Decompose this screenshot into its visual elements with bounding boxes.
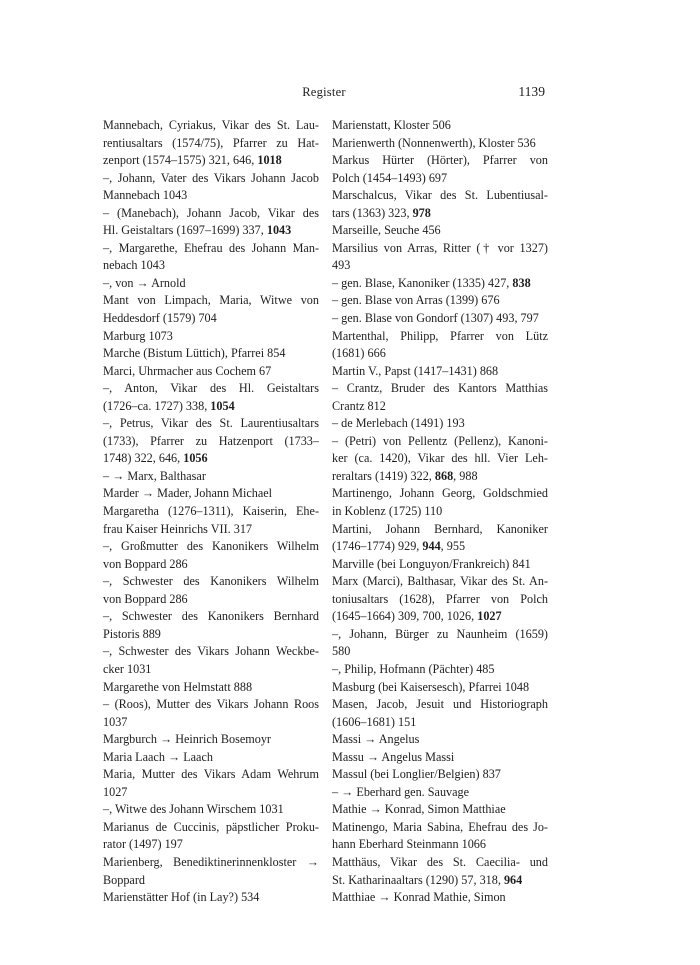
index-entry	[332, 854, 548, 889]
entry-text: Mannebach, Cyriakus, Vikar des St. Lau-	[103, 118, 319, 132]
entry-text: (1746–1774) 929,	[332, 539, 423, 554]
entry-line	[103, 205, 319, 223]
index-entry	[103, 608, 319, 643]
entry-text: Marschalcus, Vikar des St. Lubentiusal-	[332, 188, 548, 203]
entry-text: –, Johann, Vater des Vikars Johann Jacob	[103, 170, 319, 185]
entry-line	[332, 643, 548, 661]
entry-line	[332, 573, 548, 591]
index-entry	[332, 485, 548, 520]
index-column-right	[332, 117, 548, 907]
entry-line	[103, 345, 319, 363]
entry-line	[332, 310, 548, 328]
bold-page-reference: 838	[512, 275, 531, 290]
index-entry	[332, 222, 548, 240]
entry-text: Marienstatt, Kloster 506	[332, 118, 451, 132]
entry-line	[103, 573, 319, 591]
index-entry	[103, 696, 319, 731]
entry-text: –, Margarethe, Ehefrau des Johann Man-	[103, 240, 319, 255]
entry-text: Marville (bei Longuyon/Frankreich) 841	[332, 556, 531, 571]
entry-text: Marienstätter Hof (in Lay?) 534	[103, 890, 260, 905]
index-entry	[332, 240, 548, 275]
entry-text: Masen, Jacob, Jesuit und Historiograph	[332, 697, 548, 712]
entry-line	[332, 135, 548, 153]
entry-line	[332, 766, 548, 784]
index-entry	[103, 292, 319, 327]
entry-line	[332, 714, 548, 732]
entry-line	[332, 433, 548, 451]
bold-page-reference: 1027	[477, 609, 502, 624]
entry-text: Matthiae → Konrad Mathie, Simon	[332, 890, 506, 905]
entry-line	[103, 135, 319, 153]
entry-text: cker 1031	[103, 661, 152, 676]
entry-text: Marienwerth (Nonnenwerth), Kloster 536	[332, 135, 536, 150]
index-entry	[103, 889, 319, 907]
entry-text: rator (1497) 197	[103, 837, 183, 852]
entry-line	[332, 784, 548, 802]
index-column-left	[103, 117, 319, 907]
index-entry	[332, 766, 548, 784]
entry-text: Matthäus, Vikar des St. Caecilia- und	[332, 854, 548, 869]
entry-text: Massi → Angelus	[332, 732, 420, 747]
entry-line	[332, 872, 548, 890]
index-entry	[103, 363, 319, 381]
entry-line	[103, 152, 319, 170]
entry-text: –, Petrus, Vikar des St. Laurentiusaltars	[103, 416, 319, 431]
index-entry	[332, 380, 548, 415]
entry-line	[332, 152, 548, 170]
index-entry	[103, 538, 319, 573]
entry-text: Pistoris 889	[103, 626, 161, 641]
index-entry	[103, 485, 319, 503]
entry-text: Margarethe von Helmstatt 888	[103, 679, 253, 694]
entry-text: 493	[332, 258, 351, 273]
entry-text: reraltars (1419) 322,	[332, 468, 435, 483]
entry-line	[332, 240, 548, 258]
entry-line	[103, 485, 319, 503]
entry-text: 1748) 322, 646,	[103, 451, 184, 466]
entry-line	[103, 626, 319, 644]
entry-line	[103, 222, 319, 240]
index-entry	[332, 328, 548, 363]
entry-line	[103, 328, 319, 346]
index-entry	[103, 380, 319, 415]
index-entry	[332, 819, 548, 854]
entry-line	[103, 784, 319, 802]
entry-text: Masburg (bei Kaisersesch), Pfarrei 1048	[332, 679, 530, 694]
entry-text: – gen. Blase, Kanoniker (1335) 427,	[332, 275, 513, 290]
entry-text: (1733), Pfarrer zu Hatzenport (1733–	[103, 433, 319, 448]
entry-line	[332, 485, 548, 503]
index-entry	[332, 117, 548, 135]
entry-text: Maria, Mutter des Vikars Adam Wehrum	[103, 767, 319, 782]
index-entry	[103, 415, 319, 468]
index-entry	[103, 854, 319, 889]
index-entry	[103, 468, 319, 486]
entry-text: – → Marx, Balthasar	[103, 468, 206, 483]
entry-text: St. Katharinaaltars (1290) 57, 318,	[332, 872, 504, 887]
entry-text: – (Manebach), Johann Jacob, Vikar des	[103, 205, 319, 220]
entry-text-after: , 988	[453, 468, 478, 483]
index-entry	[103, 275, 319, 293]
index-entry	[332, 521, 548, 556]
entry-text: frau Kaiser Heinrichs VII. 317	[103, 521, 253, 536]
entry-line	[103, 398, 319, 416]
entry-line	[332, 749, 548, 767]
entry-text: Mathie → Konrad, Simon Matthiae	[332, 802, 506, 817]
index-entry	[332, 749, 548, 767]
entry-text: – Crantz, Bruder des Kantors Matthias	[332, 381, 548, 396]
index-entry	[332, 433, 548, 486]
entry-text: Martin V., Papst (1417–1431) 868	[332, 363, 499, 378]
entry-line	[332, 380, 548, 398]
entry-line	[332, 345, 548, 363]
entry-line	[332, 503, 548, 521]
index-entry	[332, 187, 548, 222]
index-entry	[332, 152, 548, 187]
entry-line	[103, 380, 319, 398]
bold-page-reference: 1056	[183, 451, 208, 466]
entry-text: – (Roos), Mutter des Vikars Johann Roos	[103, 697, 319, 712]
index-entry	[332, 626, 548, 661]
index-entry	[332, 696, 548, 731]
entry-line	[103, 889, 319, 907]
entry-text: Polch (1454–1493) 697	[332, 170, 448, 185]
entry-line	[103, 872, 319, 890]
entry-line	[103, 696, 319, 714]
entry-text: –, Philip, Hofmann (Pächter) 485	[332, 661, 495, 676]
index-entry	[103, 573, 319, 608]
entry-line	[332, 170, 548, 188]
index-entry	[103, 766, 319, 801]
index-entry	[332, 731, 548, 749]
entry-text: von Boppard 286	[103, 556, 188, 571]
entry-text: Massul (bei Longlier/Belgien) 837	[332, 767, 501, 782]
index-entry	[332, 679, 548, 697]
index-entry	[103, 643, 319, 678]
entry-line	[103, 854, 319, 872]
index-entry	[332, 801, 548, 819]
entry-line	[332, 187, 548, 205]
entry-line	[332, 292, 548, 310]
entry-text: (1645–1664) 309, 700, 1026,	[332, 609, 478, 624]
entry-line	[332, 626, 548, 644]
bold-page-reference: 964	[503, 872, 523, 887]
entry-text: –, Schwester des Kanonikers Bernhard	[103, 609, 319, 624]
entry-line	[103, 292, 319, 310]
entry-line	[103, 257, 319, 275]
index-entry	[332, 135, 548, 153]
entry-text: von Boppard 286	[103, 591, 188, 606]
index-entry	[332, 275, 548, 293]
bold-page-reference: 1018	[257, 153, 282, 168]
entry-text: Massu → Angelus Massi	[332, 749, 455, 764]
entry-text: Marche (Bistum Lüttich), Pfarrei 854	[103, 346, 286, 361]
entry-line	[332, 854, 548, 872]
entry-line	[103, 521, 319, 539]
entry-text: – → Eberhard gen. Sauvage	[332, 784, 470, 799]
index-entry	[103, 749, 319, 767]
entry-line	[332, 450, 548, 468]
entry-line	[332, 398, 548, 416]
entry-line	[332, 679, 548, 697]
entry-text: – gen. Blase von Gondorf (1307) 493, 797	[332, 311, 539, 326]
bold-page-reference: 944	[422, 539, 441, 554]
entry-text: Mannebach 1043	[103, 188, 188, 203]
entry-line	[103, 187, 319, 205]
entry-text: (1681) 666	[332, 346, 386, 361]
index-entry	[332, 310, 548, 328]
index-entry	[332, 889, 548, 907]
entry-line	[103, 240, 319, 258]
index-entry	[103, 801, 319, 819]
index-entry	[103, 240, 319, 275]
entry-line	[332, 608, 548, 626]
entry-text: Margburch → Heinrich Bosemoyr	[103, 732, 271, 747]
entry-text: Marder → Mader, Johann Michael	[103, 486, 273, 501]
entry-line	[103, 170, 319, 188]
entry-line	[103, 643, 319, 661]
entry-line	[332, 257, 548, 275]
running-title: Register	[302, 85, 346, 99]
entry-text: Marienberg, Benediktinerinnenkloster →	[103, 854, 319, 869]
entry-text: in Koblenz (1725) 110	[332, 504, 443, 519]
index-entry	[103, 345, 319, 363]
index-entry	[332, 573, 548, 626]
entry-line	[332, 205, 548, 223]
entry-line	[103, 468, 319, 486]
entry-text: ker (ca. 1420), Vikar des hll. Vier Leh-	[332, 451, 548, 466]
entry-line	[332, 363, 548, 381]
bold-page-reference: 978	[412, 205, 431, 220]
index-entry	[103, 170, 319, 205]
entry-line	[103, 749, 319, 767]
entry-text: zenport (1574–1575) 321, 646,	[103, 153, 258, 168]
entry-line	[332, 275, 548, 293]
index-entry	[332, 784, 548, 802]
entry-line	[103, 415, 319, 433]
entry-line	[103, 819, 319, 837]
entry-text: Marianus de Cuccinis, päpstlicher Proku-	[103, 819, 319, 834]
entry-line	[103, 275, 319, 293]
entry-line	[332, 117, 548, 135]
entry-line	[103, 538, 319, 556]
index-entry	[103, 117, 319, 170]
entry-line	[332, 836, 548, 854]
entry-text: –, Anton, Vikar des Hl. Geistaltars	[103, 381, 319, 396]
entry-line	[103, 836, 319, 854]
running-head	[103, 82, 545, 102]
entry-line	[103, 801, 319, 819]
index-entry	[103, 679, 319, 697]
entry-line	[103, 661, 319, 679]
entry-line	[103, 731, 319, 749]
entry-text: –, von → Arnold	[103, 275, 186, 290]
entry-text: hann Eberhard Steinmann 1066	[332, 837, 486, 852]
entry-line	[332, 538, 548, 556]
index-entry	[103, 503, 319, 538]
entry-text: Markus Hürter (Hörter), Pfarrer von	[332, 153, 548, 168]
entry-text: (1726–ca. 1727) 338,	[103, 398, 211, 413]
entry-line	[332, 468, 548, 486]
bold-page-reference: 1043	[266, 223, 292, 238]
entry-text: Martinengo, Johann Georg, Goldschmied	[332, 486, 548, 501]
entry-text: Boppard	[103, 872, 145, 887]
entry-text: – gen. Blase von Arras (1399) 676	[332, 293, 500, 308]
entry-text: 1027	[103, 784, 128, 799]
entry-line	[332, 591, 548, 609]
entry-line	[103, 679, 319, 697]
entry-text: 1037	[103, 714, 128, 729]
index-entry	[103, 819, 319, 854]
index-entry	[332, 661, 548, 679]
entry-line	[103, 503, 319, 521]
entry-line	[103, 608, 319, 626]
index-entry	[332, 292, 548, 310]
entry-text: Mant von Limpach, Maria, Witwe von	[103, 293, 319, 308]
entry-text: Marci, Uhrmacher aus Cochem 67	[103, 363, 272, 378]
entry-line	[332, 222, 548, 240]
index-entry	[332, 556, 548, 574]
entry-text: –, Schwester des Kanonikers Wilhelm	[103, 574, 319, 589]
bold-page-reference: 868	[434, 468, 454, 483]
entry-line	[103, 450, 319, 468]
entry-text-after: , 955	[440, 539, 466, 554]
entry-text: 580	[332, 644, 351, 659]
entry-text: –, Witwe des Johann Wirschem 1031	[103, 802, 284, 817]
entry-text: Marsilius von Arras, Ritter († vor 1327)	[332, 240, 548, 255]
entry-line	[332, 696, 548, 714]
entry-line	[103, 591, 319, 609]
index-entry	[332, 415, 548, 433]
entry-text: Marseille, Seuche 456	[332, 223, 441, 238]
entry-line	[332, 556, 548, 574]
entry-line	[103, 433, 319, 451]
entry-line	[103, 714, 319, 732]
entry-text: nebach 1043	[103, 258, 165, 273]
entry-line	[332, 661, 548, 679]
entry-text: Maria Laach → Laach	[103, 749, 213, 764]
entry-line	[332, 819, 548, 837]
entry-line	[332, 889, 548, 907]
entry-line	[332, 521, 548, 539]
index-entry	[103, 731, 319, 749]
index-entry	[332, 363, 548, 381]
entry-text: –, Schwester des Vikars Johann Weckbe-	[103, 644, 319, 659]
entry-text: Margaretha (1276–1311), Kaiserin, Ehe-	[103, 504, 319, 519]
entry-text: Martenthal, Philipp, Pfarrer von Lütz	[332, 328, 548, 343]
bold-page-reference: 1054	[210, 398, 235, 413]
index-entry	[103, 328, 319, 346]
entry-line	[103, 556, 319, 574]
entry-line	[332, 415, 548, 433]
entry-line	[332, 731, 548, 749]
entry-line	[103, 117, 319, 135]
page-number: 1139	[518, 84, 545, 99]
entry-text: Crantz 812	[332, 398, 386, 413]
entry-text: Matinengo, Maria Sabina, Ehefrau des Jo-	[332, 819, 548, 834]
entry-line	[103, 310, 319, 328]
entry-text: Heddesdorf (1579) 704	[103, 311, 217, 326]
index-entry	[103, 205, 319, 240]
entry-text: Marx (Marci), Balthasar, Vikar des St. An-	[332, 574, 548, 589]
entry-text: Hl. Geistaltars (1697–1699) 337,	[103, 223, 267, 238]
entry-text: – de Merlebach (1491) 193	[332, 416, 465, 431]
entry-text: Marburg 1073	[103, 328, 173, 343]
entry-line	[332, 801, 548, 819]
entry-text: Martini, Johann Bernhard, Kanoniker	[332, 521, 548, 536]
entry-text: toniusaltars (1628), Pfarrer von Polch	[332, 591, 548, 606]
entry-text: rentiusaltars (1574/75), Pfarrer zu Hat-	[103, 135, 319, 150]
entry-text: (1606–1681) 151	[332, 714, 417, 729]
entry-line	[103, 363, 319, 381]
entry-text: tars (1363) 323,	[332, 205, 413, 220]
entry-text: –, Großmutter des Kanonikers Wilhelm	[103, 539, 319, 554]
entry-text: – (Petri) von Pellentz (Pellenz), Kanoni-	[332, 433, 548, 448]
entry-text: –, Johann, Bürger zu Naunheim (1659)	[332, 626, 548, 641]
entry-line	[332, 328, 548, 346]
entry-line	[103, 766, 319, 784]
